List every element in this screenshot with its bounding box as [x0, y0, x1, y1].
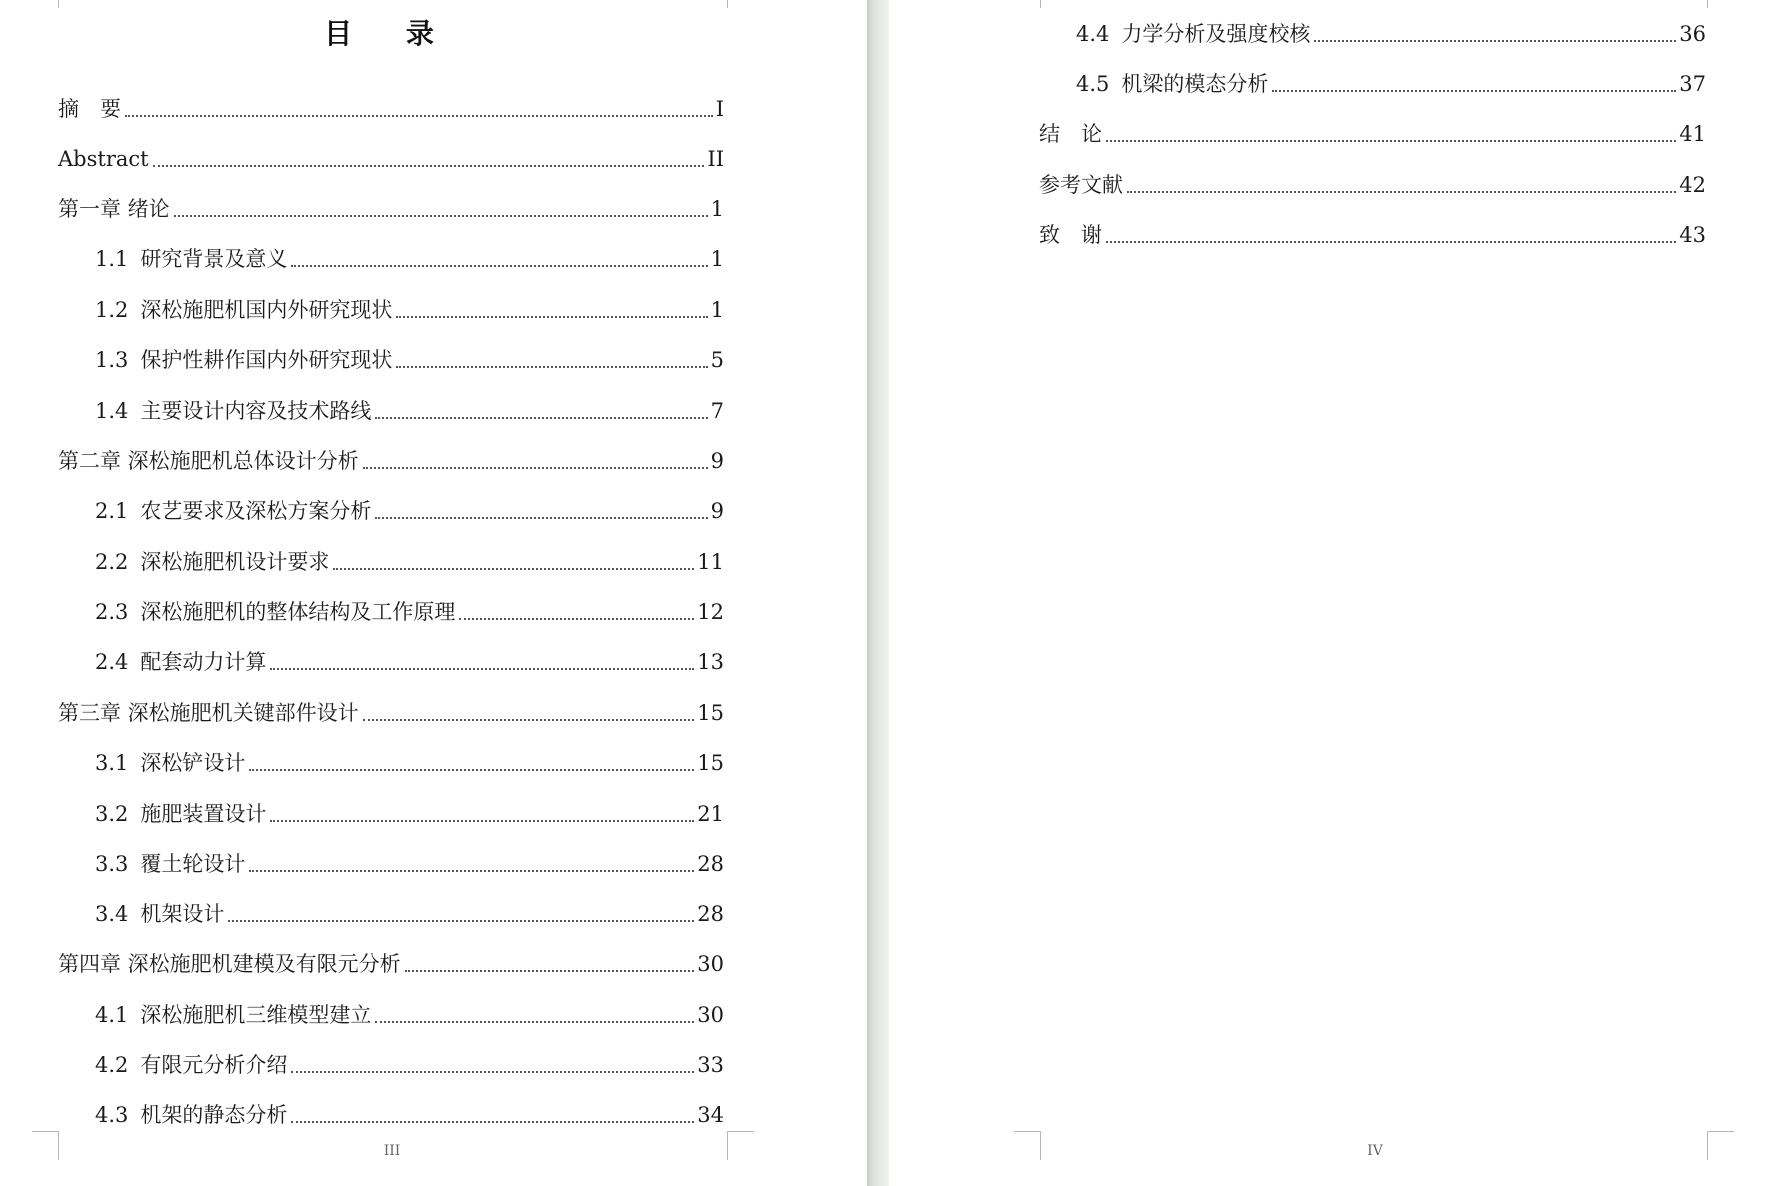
toc-entry-page: 28 — [697, 852, 724, 876]
toc-entry-label: 深松施肥机设计要求 — [140, 550, 330, 574]
toc-entry-page: II — [707, 147, 724, 171]
toc-entry[interactable] — [95, 292, 724, 322]
toc-entry-page: 12 — [697, 600, 724, 624]
leader-dots — [174, 214, 708, 217]
toc-entry[interactable] — [95, 544, 724, 574]
toc-entry-label: 深松施肥机国内外研究现状 — [140, 298, 393, 322]
crop-mark — [1707, 1131, 1734, 1160]
toc-entry-label: 覆土轮设计 — [140, 852, 246, 876]
toc-entry-label: 力学分析及强度校核 — [1121, 22, 1311, 46]
toc-entry-number: 2.4 — [95, 650, 129, 674]
page-number-footer: III — [383, 1143, 401, 1159]
toc-entry-number: 3.4 — [95, 902, 129, 926]
toc-entry[interactable] — [58, 443, 724, 473]
leader-dots — [333, 567, 694, 570]
toc-entry[interactable] — [58, 946, 724, 976]
leader-dots — [153, 164, 705, 167]
toc-entry-page: 15 — [697, 751, 724, 775]
leader-dots — [228, 919, 694, 922]
toc-entry-label: 第四章 深松施肥机建模及有限元分析 — [58, 952, 401, 976]
crop-mark — [727, 0, 754, 8]
toc-entry-number: 2.2 — [95, 550, 129, 574]
toc-entry[interactable] — [95, 896, 724, 926]
toc-entry[interactable] — [1039, 217, 1706, 247]
toc-entry-page: 37 — [1679, 72, 1706, 96]
toc-entry-number: 1.4 — [95, 399, 129, 423]
crop-mark — [1707, 0, 1734, 8]
toc-entry-number: 4.4 — [1076, 22, 1110, 46]
toc-entry-page: 41 — [1679, 122, 1706, 146]
toc-entry[interactable] — [95, 393, 724, 423]
toc-entry-page: 42 — [1679, 173, 1706, 197]
toc-entry[interactable] — [58, 141, 724, 171]
toc-entry-page: 36 — [1679, 22, 1706, 46]
toc-entry-number: 4.5 — [1076, 72, 1110, 96]
leader-dots — [375, 1020, 694, 1023]
toc-entry-label: 主要设计内容及技术路线 — [140, 399, 372, 423]
toc-entry-number: 3.3 — [95, 852, 129, 876]
leader-dots — [291, 1070, 694, 1073]
toc-entry[interactable] — [95, 594, 724, 624]
toc-entry-label: 第二章 深松施肥机总体设计分析 — [58, 449, 359, 473]
leader-dots — [249, 768, 694, 771]
toc-entry-label: 致 谢 — [1039, 223, 1102, 247]
toc-entry-label: 参考文献 — [1039, 173, 1123, 197]
leader-dots — [249, 869, 694, 872]
leader-dots — [291, 264, 707, 267]
toc-entry-number: 3.1 — [95, 751, 129, 775]
leader-dots — [363, 466, 708, 469]
toc-entry[interactable] — [95, 493, 724, 523]
toc-entry-number: 4.1 — [95, 1003, 129, 1027]
leader-dots — [270, 667, 694, 670]
toc-entry-label: 机架设计 — [140, 902, 225, 926]
toc-entry-label: 有限元分析介绍 — [140, 1053, 288, 1077]
leader-dots — [375, 516, 707, 519]
leader-dots — [1272, 89, 1676, 92]
toc-entry-number: 1.3 — [95, 348, 129, 372]
toc-entry[interactable] — [58, 191, 724, 221]
toc-entry[interactable] — [95, 1047, 724, 1077]
page-gutter — [867, 0, 889, 1186]
toc-entry-label: 深松施肥机的整体结构及工作原理 — [140, 600, 456, 624]
toc-entry-label: 深松铲设计 — [140, 751, 246, 775]
toc-entry-label: 第三章 深松施肥机关键部件设计 — [58, 701, 359, 725]
toc-entry-number: 1.1 — [95, 247, 129, 271]
toc-entry[interactable] — [1076, 66, 1706, 96]
toc-entry-number: 4.2 — [95, 1053, 129, 1077]
page-number-footer: IV — [1367, 1143, 1383, 1159]
toc-entry-label: 保护性耕作国内外研究现状 — [140, 348, 393, 372]
crop-mark — [1014, 1131, 1041, 1160]
toc-entry[interactable] — [95, 846, 724, 876]
toc-entry-page: 28 — [697, 902, 724, 926]
toc-entry-label: 第一章 绪论 — [58, 197, 170, 221]
toc-entry[interactable] — [58, 91, 724, 121]
crop-mark — [32, 1131, 59, 1160]
toc-entry-label: 机梁的模态分析 — [1121, 72, 1269, 96]
leader-dots — [125, 114, 713, 117]
toc-entry-page: 30 — [697, 952, 724, 976]
toc-entry-label: 机架的静态分析 — [140, 1103, 288, 1127]
toc-entry[interactable] — [95, 644, 724, 674]
crop-mark — [727, 1131, 754, 1160]
toc-entry-number: 3.2 — [95, 802, 129, 826]
toc-entry-page: 11 — [697, 550, 724, 574]
leader-dots — [396, 365, 707, 368]
toc-entry-number: 2.1 — [95, 499, 129, 523]
leader-dots — [375, 416, 707, 419]
toc-entry-page: 21 — [697, 802, 724, 826]
toc-entry-number: 1.2 — [95, 298, 129, 322]
toc-entry-number: 2.3 — [95, 600, 129, 624]
toc-entry-label: 农艺要求及深松方案分析 — [140, 499, 372, 523]
toc-entry-page: 1 — [710, 197, 724, 221]
toc-entry-page: 30 — [697, 1003, 724, 1027]
toc-title: 目 录 — [324, 17, 456, 50]
toc-entry[interactable] — [95, 745, 724, 775]
toc-entry-label: 深松施肥机三维模型建立 — [140, 1003, 372, 1027]
leader-dots — [1314, 39, 1676, 42]
toc-entry-label: 施肥装置设计 — [140, 802, 267, 826]
toc-entry[interactable] — [1076, 16, 1706, 46]
toc-entry[interactable] — [58, 695, 724, 725]
toc-entry-label: Abstract — [58, 147, 149, 171]
crop-mark — [32, 0, 59, 8]
toc-entry-page: I — [715, 97, 724, 121]
leader-dots — [1106, 139, 1676, 142]
leader-dots — [459, 617, 694, 620]
toc-entry-label: 结 论 — [1039, 122, 1102, 146]
toc-entry-page: 9 — [710, 499, 724, 523]
toc-entry-page: 33 — [697, 1053, 724, 1077]
toc-entry-label: 配套动力计算 — [140, 650, 267, 674]
toc-entry-label: 摘 要 — [58, 97, 121, 121]
leader-dots — [291, 1120, 694, 1123]
toc-entry[interactable] — [1039, 167, 1706, 197]
toc-entry-page: 15 — [697, 701, 724, 725]
toc-entry-page: 9 — [710, 449, 724, 473]
leader-dots — [1127, 190, 1676, 193]
leader-dots — [270, 819, 694, 822]
leader-dots — [396, 315, 707, 318]
right-page — [889, 0, 1778, 1186]
toc-entry-page: 5 — [710, 348, 724, 372]
toc-entry-page: 1 — [710, 247, 724, 271]
crop-mark — [1014, 0, 1041, 8]
toc-entry[interactable] — [95, 796, 724, 826]
leader-dots — [363, 718, 695, 721]
toc-entry-page: 7 — [710, 399, 724, 423]
toc-entry[interactable] — [95, 1097, 724, 1127]
toc-entry-page: 13 — [697, 650, 724, 674]
toc-entry[interactable] — [95, 241, 724, 271]
toc-entry[interactable] — [95, 997, 724, 1027]
leader-dots — [405, 969, 695, 972]
toc-entry-page: 43 — [1679, 223, 1706, 247]
toc-entry[interactable] — [1039, 116, 1706, 146]
left-page — [0, 0, 867, 1186]
toc-entry-number: 4.3 — [95, 1103, 129, 1127]
toc-entry-page: 34 — [697, 1103, 724, 1127]
toc-entry-page: 1 — [710, 298, 724, 322]
toc-entry[interactable] — [95, 342, 724, 372]
leader-dots — [1106, 240, 1676, 243]
toc-entry-label: 研究背景及意义 — [140, 247, 288, 271]
